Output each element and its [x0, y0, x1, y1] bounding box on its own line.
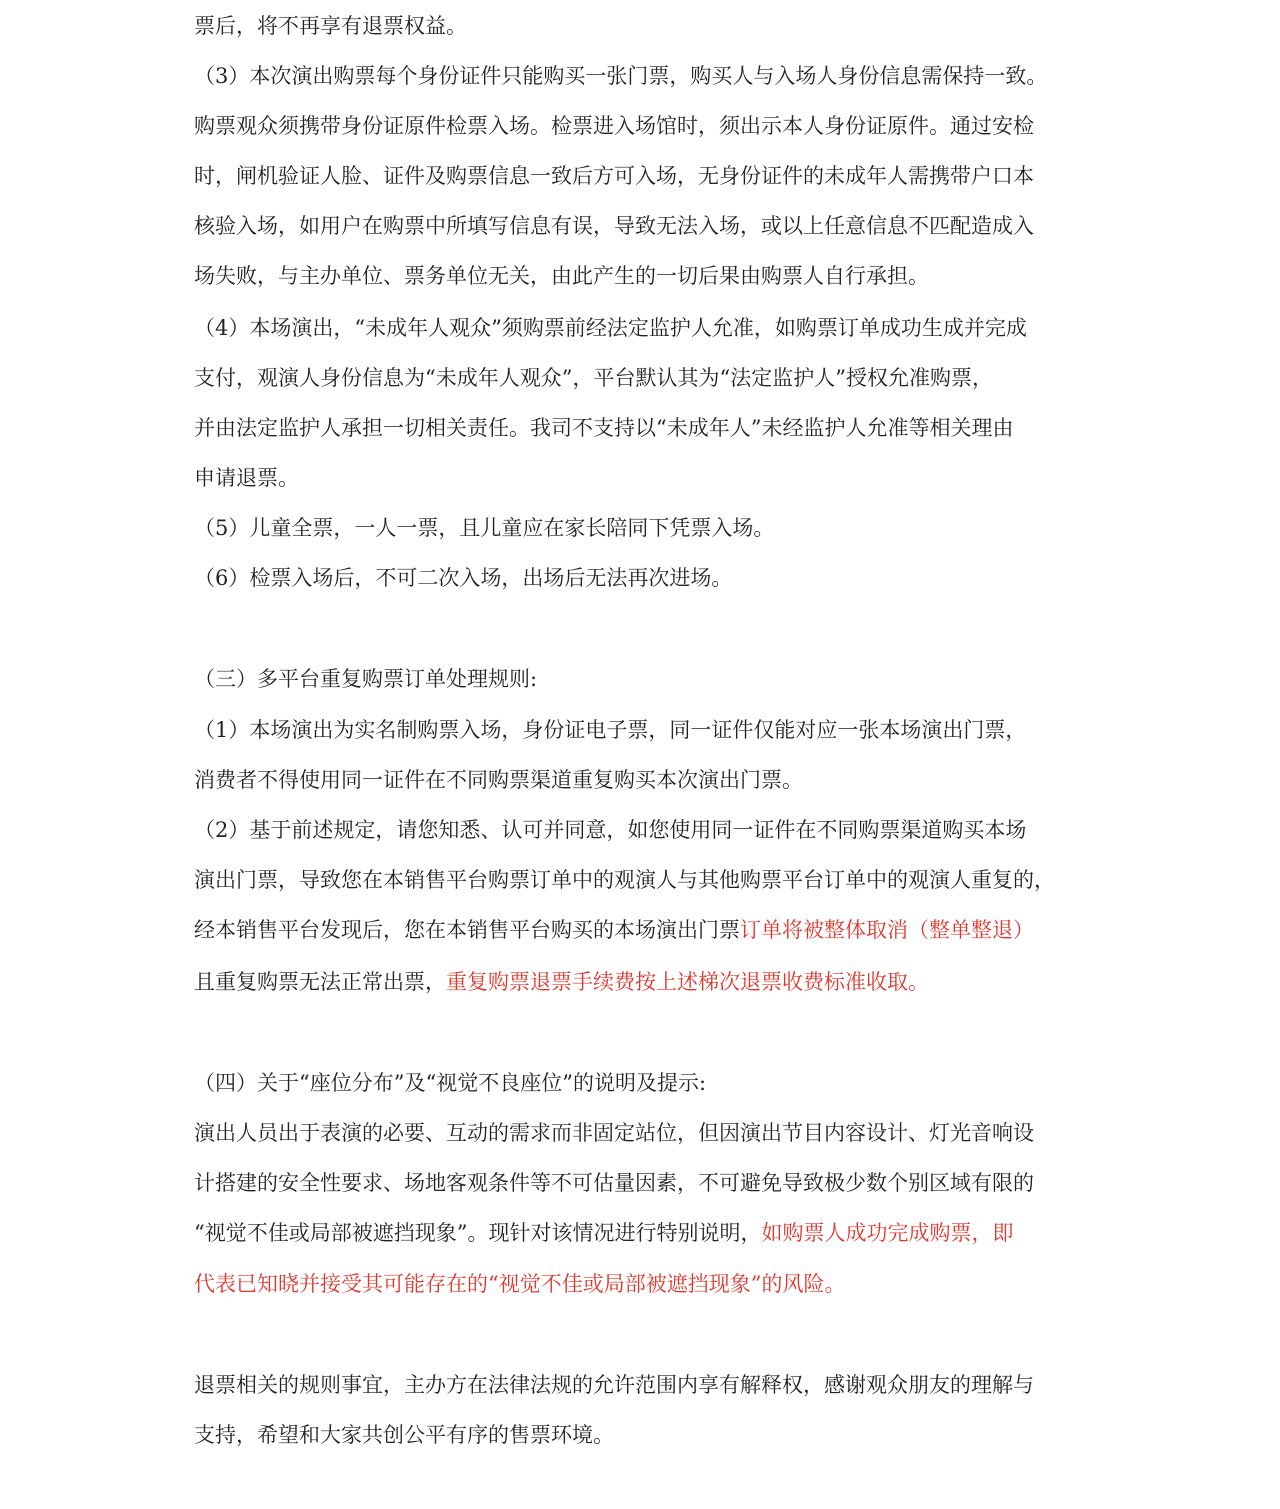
highlighted-line: 代表已知晓并接受其可能存在的“视觉不佳或局部被遮挡现象”的风险。	[194, 1272, 846, 1296]
text-line: 演出人员出于表演的必要、互动的需求而非固定站位，但因演出节目内容设计、灯光音响设	[194, 1121, 1034, 1145]
highlighted-text: 订单将被整体取消（整单整退）	[740, 918, 1034, 942]
text-line: 并由法定监护人承担一切相关责任。我司不支持以“未成年人”未经监护人允准等相关理由	[194, 416, 1014, 440]
text-line: 购票观众须携带身份证原件检票入场。检票进入场馆时，须出示本人身份证原件。通过安检	[194, 114, 1034, 138]
text-line: 计搭建的安全性要求、场地客观条件等不可估量因素，不可避免导致极少数个别区域有限的	[194, 1171, 1034, 1195]
rule-item-2: （2）基于前述规定，请您知悉、认可并同意，如您使用同一证件在不同购票渠道购买本场	[194, 818, 1027, 842]
normal-text: 经本销售平台发现后，您在本销售平台购买的本场演出门票	[194, 918, 740, 942]
highlighted-text: 重复购票退票手续费按上述梯次退票收费标准收取。	[446, 970, 929, 994]
section-heading-4: （四）关于“座位分布”及“视觉不良座位”的说明及提示:	[194, 1071, 707, 1095]
rule-item-1: （1）本场演出为实名制购票入场，身份证电子票，同一证件仅能对应一张本场演出门票，	[194, 718, 1027, 742]
text-line: 核验入场，如用户在购票中所填写信息有误，导致无法入场，或以上任意信息不匹配造成入	[194, 214, 1034, 238]
section-heading-3: （三）多平台重复购票订单处理规则:	[194, 667, 538, 691]
text-line: 场失败，与主办单位、票务单位无关，由此产生的一切后果由购票人自行承担。	[194, 264, 929, 288]
closing-text: 支持，希望和大家共创公平有序的售票环境。	[194, 1423, 614, 1447]
normal-text: “视觉不佳或局部被遮挡现象”。现针对该情况进行特别说明，	[194, 1221, 762, 1245]
rule-item-3: （3）本次演出购票每个身份证件只能购买一张门票，购买人与入场人身份信息需保持一致。	[194, 64, 1048, 88]
text-line-mixed	[194, 1215, 1094, 1251]
text-line: 时，闸机验证人脸、证件及购票信息一致后方可入场，无身份证件的未成年人需携带户口本	[194, 164, 1034, 188]
text-line: 申请退票。	[194, 466, 299, 490]
rule-item-6: （6）检票入场后，不可二次入场，出场后无法再次进场。	[194, 566, 733, 590]
normal-text: 且重复购票无法正常出票，	[194, 970, 446, 994]
rule-item-4: （4）本场演出，“未成年人观众”须购票前经法定监护人允准，如购票订单成功生成并完成	[194, 316, 1027, 340]
text-line-mixed	[194, 912, 1094, 948]
text-line: 消费者不得使用同一证件在不同购票渠道重复购买本次演出门票。	[194, 768, 803, 792]
text-line: 演出门票，导致您在本销售平台购票订单中的观演人与其他购票平台订单中的观演人重复的，	[194, 868, 1055, 892]
rule-item-5: （5）儿童全票，一人一票，且儿童应在家长陪同下凭票入场。	[194, 516, 775, 540]
closing-text: 退票相关的规则事宜，主办方在法律法规的允许范围内享有解释权，感谢观众朋友的理解与	[194, 1373, 1034, 1397]
text-line: 支付，观演人身份信息为“未成年人观众”，平台默认其为“法定监护人”授权允准购票，	[194, 366, 993, 390]
text-line-ticket-rights: 票后，将不再享有退票权益。	[194, 14, 467, 38]
text-line-mixed	[194, 964, 1094, 1000]
highlighted-text: 如购票人成功完成购票，即	[761, 1221, 1014, 1245]
